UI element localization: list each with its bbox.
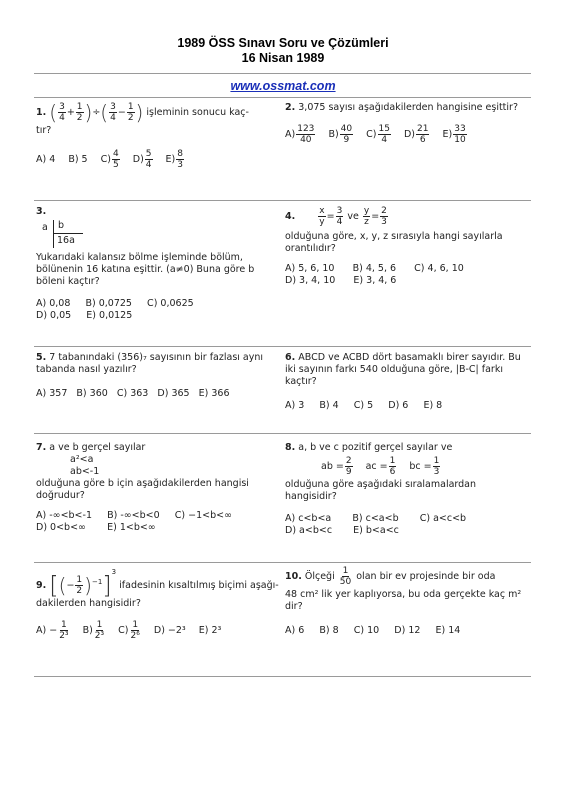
- question-number: 6.: [285, 352, 296, 363]
- question-number: 9.: [36, 580, 47, 591]
- answer-options: A) -∞<b<-1 B) -∞<b<0 C) −1<b<∞: [36, 510, 232, 521]
- answer-options: A) 357 B) 360 C) 363 D) 365 E) 366: [36, 388, 230, 399]
- answer-options: A) $\frac{123}{40}$ B) $\frac{40}{9}$ C) $\frac{15}{4}$ D) $\frac{21}{6}$ E) $\frac{33}{10}$: [285, 124, 466, 145]
- fraction: $\frac{1}{2}$: [76, 102, 83, 123]
- question-text: 7 tabanındaki (356)₇ sayısının bir fazlası aynı tabanda nasıl yazılır?: [36, 352, 264, 375]
- question-number: 2.: [285, 102, 296, 113]
- question-9: 9. [(− $\frac{1}{2}$ )$^{-1}$]$^3$ ifadesinin kısaltılmış biçimi aşağı- dakilerden hangisidir? A) − $\frac{1}{\text{2³}}$ B) $\frac{1}{\text{2³}}$ C) $\frac{1}{\text{2⁶}}$ D) −2³ E) 2³: [36, 568, 279, 641]
- divider: [34, 676, 531, 677]
- answer-options: A) 6 B) 8 C) 10 D) 12 E) 14: [285, 625, 461, 636]
- question-text: 3,075 sayısı aşağıdakilerden hangisine eşittir?: [298, 102, 518, 113]
- question-text: a, b ve c pozitif gerçel sayılar ve: [298, 442, 453, 453]
- question-text: olduğuna göre b için aşağıdakilerden hangisi doğrudur?: [36, 478, 249, 501]
- answer-options: D) 3, 4, 10 E) 3, 4, 6: [285, 275, 397, 286]
- question-text: 48 cm² lik yer kaplıyorsa, bu oda gerçekte kaç m² dir?: [285, 589, 522, 612]
- divider: [34, 73, 531, 74]
- question-text: olduğuna göre aşağıdaki sıralamalardan hangisidir?: [285, 479, 477, 502]
- fraction: $\frac{1}{2}$: [127, 102, 134, 123]
- site-link[interactable]: www.ossmat.com: [230, 79, 336, 93]
- fraction: $\frac{3}{4}$: [59, 102, 65, 123]
- question-text: işleminin sonucu kaç-: [146, 107, 249, 118]
- question-text: dakilerden hangisidir?: [36, 598, 141, 609]
- page-title: 1989 ÖSS Sınavı Soru ve Çözümleri: [177, 36, 389, 50]
- divider: [34, 562, 531, 563]
- page-date: 16 Nisan 1989: [241, 51, 325, 65]
- answer-options: A) 3 B) 4 C) 5 D) 6 E) 8: [285, 400, 443, 411]
- question-2: [285, 102, 525, 145]
- question-6: [285, 352, 525, 412]
- answer-options: D) 0<b<∞ E) 1<b<∞: [36, 522, 156, 533]
- fraction: $\frac{3}{4}$: [110, 102, 116, 123]
- question-text: Yukarıdaki kalansız bölme işleminde bölüm, bölünenin 16 katına eşittir. (a≠0) Buna göre b böleni kaçtır?: [36, 252, 255, 287]
- question-10: 10. Ölçeği $\frac{1}{50}$ olan bir ev projesinde bir oda 48 cm² lik yer kaplıyorsa, bu oda gerçekte kaç m² dir? A) 6 B) 8 C) 10 D) 12 E) 14: [285, 566, 525, 637]
- question-text: tır?: [36, 125, 52, 136]
- answer-options: D) a<b<c E) b<a<c: [285, 525, 399, 536]
- divider: [34, 200, 531, 201]
- question-number: 7.: [36, 442, 47, 453]
- question-4: 4. $\frac{x}{y}$ = $\frac{3}{4}$ ve $\frac{y}{z}$ = $\frac{2}{3}$ olduğuna göre, x, y, z sırasıyla hangi sayılarla orantılıdır? A) 5, 6, 10 B) 4, 5, 6 C) 4, 6, 10 D) 3, 4, 10 E) 3, 4, 6: [285, 206, 525, 287]
- question-1: 1. ( $\frac{3}{4}$ + $\frac{1}{2}$ )÷( $\frac{3}{4}$ − $\frac{1}{2}$ ) işleminin sonucu kaç- tır? A) 4 B) 5 C) $\frac{4}{5}$ D) $\frac{5}{4}$ E) $\frac{8}{3}$: [36, 102, 276, 170]
- question-7: [36, 442, 266, 534]
- answer-options: D) 0,05 E) 0,0125: [36, 310, 133, 321]
- question-number: 4.: [285, 211, 296, 222]
- question-number: 3.: [36, 206, 47, 217]
- answer-options: A) − $\frac{1}{\text{2³}}$ B) $\frac{1}{\text{2³}}$ C) $\frac{1}{\text{2⁶}}$ D) −2³ E) 2³: [36, 620, 222, 641]
- question-number: 10.: [285, 571, 302, 582]
- question-8: [285, 442, 525, 537]
- question-number: 8.: [285, 442, 296, 453]
- question-text: a ve b gerçel sayılar: [49, 442, 146, 453]
- condition: ab<-1: [70, 466, 100, 477]
- question-5: [36, 352, 266, 400]
- question-text: ifadesinin kısaltılmış biçimi aşağı-: [119, 580, 279, 591]
- question-number: 5.: [36, 352, 47, 363]
- divider: [34, 346, 531, 347]
- condition: a²<a: [70, 454, 94, 465]
- answer-options: A) 0,08 B) 0,0725 C) 0,0625: [36, 298, 194, 309]
- answer-options: A) 5, 6, 10 B) 4, 5, 6 C) 4, 6, 10: [285, 263, 464, 274]
- divider: [34, 97, 531, 98]
- equation-row: ab = $\frac{2}{9}$ ac = $\frac{1}{6}$ bc = $\frac{1}{3}$: [321, 456, 440, 477]
- question-text: olduğuna göre, x, y, z sırasıyla hangi sayılarla orantılıdır?: [285, 231, 503, 254]
- divider: [34, 433, 531, 434]
- answer-options: A) 4 B) 5 C) $\frac{4}{5}$ D) $\frac{5}{4}$ E) $\frac{8}{3}$: [36, 149, 183, 170]
- question-text: ABCD ve ACBD dört basamaklı birer sayıdır. Bu iki sayının farkı 540 olduğuna göre, |B-C| farkı kaçtır?: [285, 352, 521, 387]
- question-3: [36, 206, 276, 322]
- answer-options: A) c<b<a B) c<a<b C) a<c<b: [285, 513, 467, 524]
- division-diagram: a b 16a: [36, 218, 276, 250]
- question-number: 1.: [36, 107, 47, 118]
